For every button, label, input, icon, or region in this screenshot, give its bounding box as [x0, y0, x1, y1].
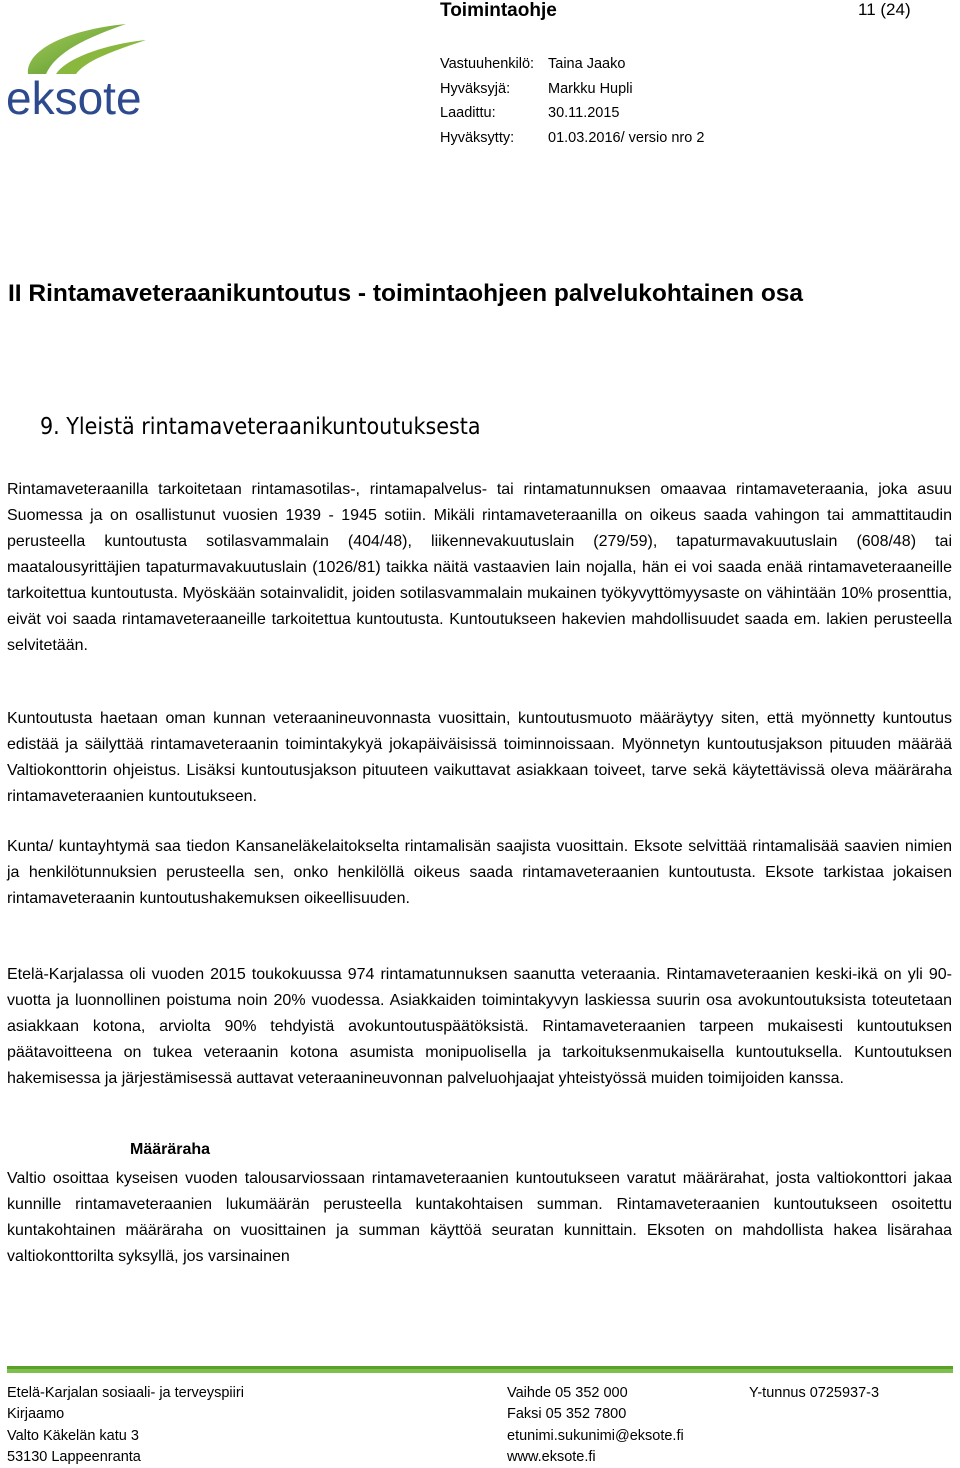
footer-fax: Faksi 05 352 7800 [507, 1406, 627, 1423]
footer-phone: Vaihde 05 352 000 [507, 1385, 628, 1401]
page-number: 11 (24) [858, 0, 911, 19]
meta-value: Markku Hupli [548, 80, 633, 97]
meta-value: 30.11.2015 [548, 105, 620, 121]
meta-row-approver [440, 77, 704, 102]
paragraph-text: Kuntoutusta haetaan oman kunnan veteraanineuvonnasta vuosittain, kuntoutusmuoto määräytyy siten, että myönnetty kuntoutus edistää ja säilyttää rintamaveteraanin toimintakykyä jokapäiväisissä toiminnoissaan. Myönnetyn kuntoutusjakson pituuden määrää Valtiokonttorin ohjeistus. Lisäksi kuntoutusjakson pituuteen vaikuttavat asiakkaan toiveet, tarve sekä käytettävissä oleva määräraha rintamaveteraanien kuntoutukseen. [7, 710, 952, 805]
paragraph-budget [7, 1166, 952, 1270]
logo-wordmark: eksote [6, 72, 142, 122]
footer-postal: 53130 Lappeenranta [7, 1448, 141, 1465]
footer-ytunnus: Y-tunnus 0725937-3 [749, 1385, 880, 1401]
footer-address [7, 1383, 244, 1468]
meta-label: Vastuuhenkilö: [440, 56, 535, 72]
paragraph-text: Rintamaveteraanilla tarkoitetaan rintamasotilas-, rintamapalvelus- tai rintamatunnuksen omaavaa rintamaveteraania, joka asuu Suomessa ja on osallistunut vuosien 1939 - 1945 sotiin. Mikäli rintamaveteraanilla on oikeus saada vahingon tai ammattitaudin perusteella kuntoutusta sotilasvammalain (404/48), liikennevakuutuslain (279/59), tapaturmavakuutuslain (608/48) tai maatalousyrittäjien tapaturmavakuutuslain (1026/81) taikka näitä vastaavien lain nojalla, hän ei voi saada enää rintamaveteraaneille tarkoitettua kuntoutusta. Myöskään sotainvalidit, joiden sotilasvammalain mukainen työkyvyttömyysaste on vähintään 10% prosenttia, eivät voi saada rintamaveteraaneille tarkoitettua kuntoutusta. Kuntoutukseen hakevien mahdollisuudet saada em. lakien perusteella selvitetään. [7, 481, 952, 654]
subheading-budget: Määräraha [130, 1141, 211, 1158]
document-title: II Rintamaveteraanikuntoutus - toimintaohjeen palvelukohtainen osa [8, 280, 804, 307]
footer-street: Valto Käkelän katu 3 [7, 1427, 139, 1444]
footer-org: Etelä-Karjalan sosiaali- ja terveyspiiri [7, 1385, 244, 1401]
paragraph-verification [7, 834, 952, 912]
footer-divider [7, 1360, 953, 1367]
meta-value: Taina Jaako [548, 56, 626, 72]
eksote-logo [6, 22, 156, 122]
meta-label: Hyväksyjä: [440, 80, 511, 97]
meta-row-approved [440, 126, 704, 151]
meta-label: Laadittu: [440, 105, 496, 121]
footer-email-link[interactable]: etunimi.sukunimi@eksote.fi [507, 1427, 684, 1444]
footer-website-link[interactable]: www.eksote.fi [507, 1448, 596, 1465]
paragraph-application [7, 706, 952, 810]
meta-value: 01.03.2016/ versio nro 2 [548, 129, 705, 146]
footer-contact [507, 1383, 684, 1468]
paragraph-text: Etelä-Karjalassa oli vuoden 2015 toukokuussa 974 rintamatunnuksen saanutta veteraania. Rintamaveteraanien keski-ikä on yli 90- vuotta ja luonnollinen poistuma noin 20% vuodessa. Asiakkaiden toimintakyvyn laskiessa suurin osa avokuntoutuksista toteutetaan asiakkaan kotona, arviolta 90% tehdyistä avokuntoutuspäätöksistä. Rintamaveteraanien tarpeen mukaisesti kuntoutuksen päätavoitteena on tukea veteraanin kotona asumista monipuolisella ja tarkoituksenmukaisella kuntoutuksella. Kuntoutuksen hakemisessa ja järjestämisessä auttavat veteraanineuvonnan palveluohjaajat yhteistyössä muiden toimijoiden kanssa. [7, 966, 952, 1087]
paragraph-eligibility [7, 477, 952, 659]
paragraph-text: Valtio osoittaa kyseisen vuoden talousarviossaan rintamaveteraanien kuntoutukseen varatut määrärahat, josta valtiokonttori jakaa kunnille rintamaveteraanien lukumäärän perusteella kuntakohtaisen summan. Rintamaveteraanien kuntoutukseen osoitettu kuntakohtainen määräraha on vuosittainen ja summan käyttöä seuratan kunnittain. Eksoten on mahdollista hakea lisärahaa valtiokonttorilta syksyllä, jos varsinainen [7, 1170, 952, 1265]
section-heading: 9. Yleistä rintamaveteraanikuntoutuksesta [40, 414, 481, 440]
paragraph-text: Kunta/ kuntayhtymä saa tiedon Kansaneläkelaitokselta rintamalisän saajista vuosittain. Eksote selvittää rintamalisää saavien nimien ja henkilötunnuksien perusteella sen, onko henkilöllä oikeus saada rintamaveteraanien kuntoutusta. Eksote tarkistaa jokaisen rintamaveteraanin kuntoutushakemuksen oikeellisuuden. [7, 838, 952, 907]
meta-label: Hyväksytty: [440, 129, 515, 146]
footer-business-id [749, 1383, 879, 1404]
meta-row-responsible [440, 52, 704, 77]
paragraph-statistics [7, 962, 952, 1092]
document-metadata [440, 52, 704, 150]
document-type: Toimintaohje [440, 0, 557, 21]
footer-office: Kirjaamo [7, 1406, 65, 1423]
meta-row-created [440, 101, 704, 126]
